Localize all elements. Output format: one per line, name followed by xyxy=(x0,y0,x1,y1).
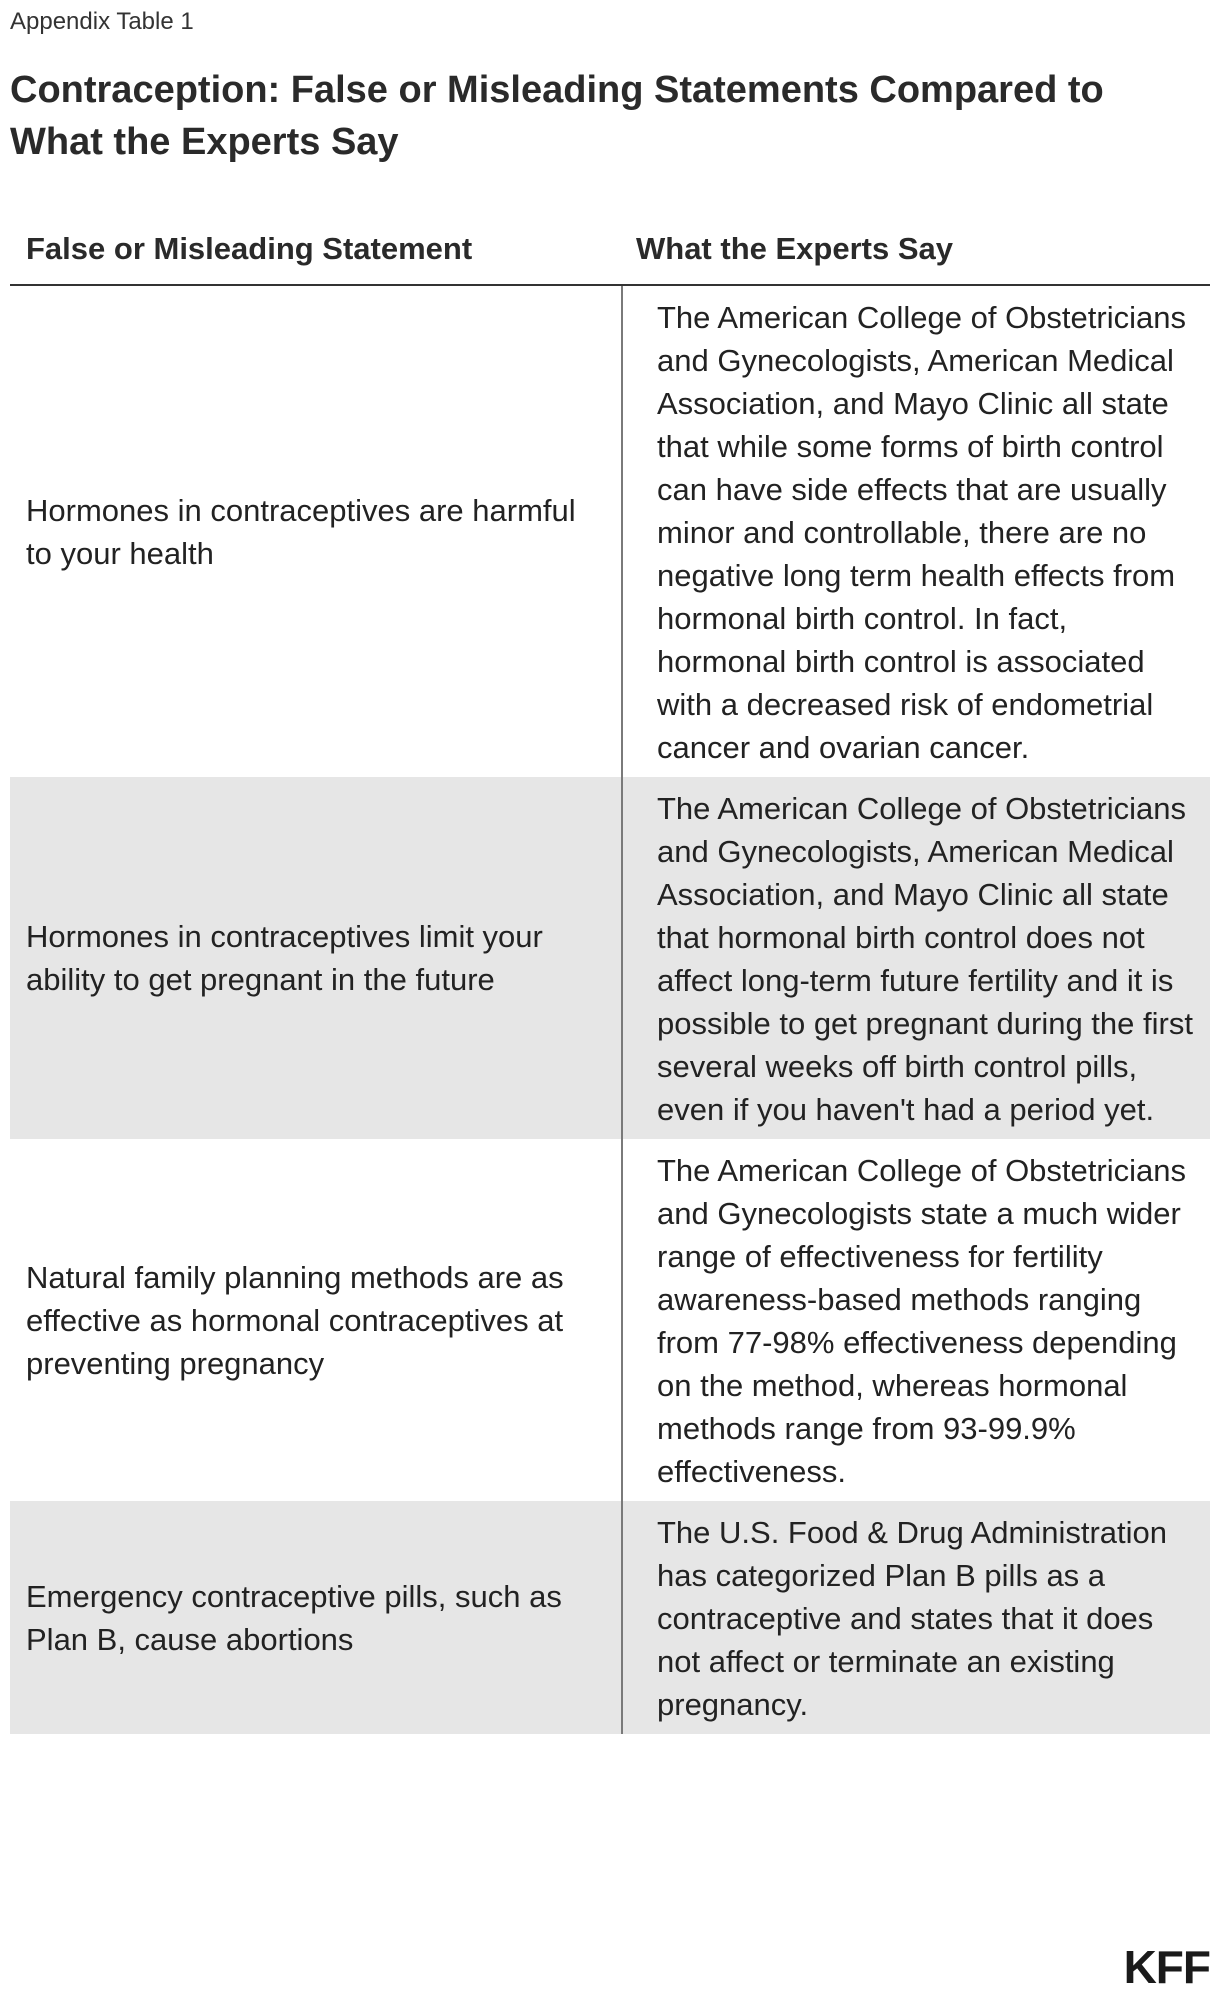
table-label: Appendix Table 1 xyxy=(10,8,194,35)
statement-cell xyxy=(10,286,623,777)
kff-logo: KFF xyxy=(1123,1941,1210,1993)
statement-cell xyxy=(10,1139,623,1501)
experts-cell: The American College of Obstetricians and Gynecologists, American Medical Association, and Mayo Clinic all state that hormonal birth control does not affect long-term future fertility and it is possible to get pregnant during the first several weeks off birth control pills, even if you haven't had a period yet. xyxy=(657,791,1193,1127)
page-title: Contraception: False or Misleading Statements Compared to What the Experts Say xyxy=(10,69,1104,163)
statement-cell xyxy=(10,1501,623,1734)
statement-text: Natural family planning methods are as effective as hormonal contraceptives at preventing pregnancy xyxy=(26,1259,564,1381)
header-statement: False or Misleading Statement xyxy=(26,231,473,266)
experts-cell: The U.S. Food & Drug Administration has categorized Plan B pills as a contraceptive and states that it does not affect or terminate an existing pregnancy. xyxy=(657,1515,1168,1722)
table-row xyxy=(10,1139,1210,1501)
experts-cell: The American College of Obstetricians and Gynecologists, American Medical Association, and Mayo Clinic all state that while some forms of birth control can have side effects that are usually minor and controllable, there are no negative long term health effects from hormonal birth control. In fact, hormonal birth control is associated with a decreased risk of endometrial cancer and ovarian cancer. xyxy=(657,300,1186,765)
table-row xyxy=(10,1501,1210,1734)
comparison-table xyxy=(10,214,1210,1734)
statement-text: Hormones in contraceptives limit your ability to get pregnant in the future xyxy=(26,919,543,997)
experts-cell: The American College of Obstetricians and Gynecologists state a much wider range of effectiveness for fertility awareness-based methods ranging from 77-98% effectiveness depending on the method, whereas hormonal methods range from 93-99.9% effectiveness. xyxy=(657,1153,1186,1489)
table-header xyxy=(10,214,1210,286)
header-experts: What the Experts Say xyxy=(636,231,953,266)
statement-text: Hormones in contraceptives are harmful to your health xyxy=(26,492,576,571)
table-row xyxy=(10,777,1210,1139)
statement-text: Emergency contraceptive pills, such as Plan B, cause abortions xyxy=(26,1578,562,1657)
statement-cell xyxy=(10,777,623,1139)
table-row xyxy=(10,286,1210,777)
